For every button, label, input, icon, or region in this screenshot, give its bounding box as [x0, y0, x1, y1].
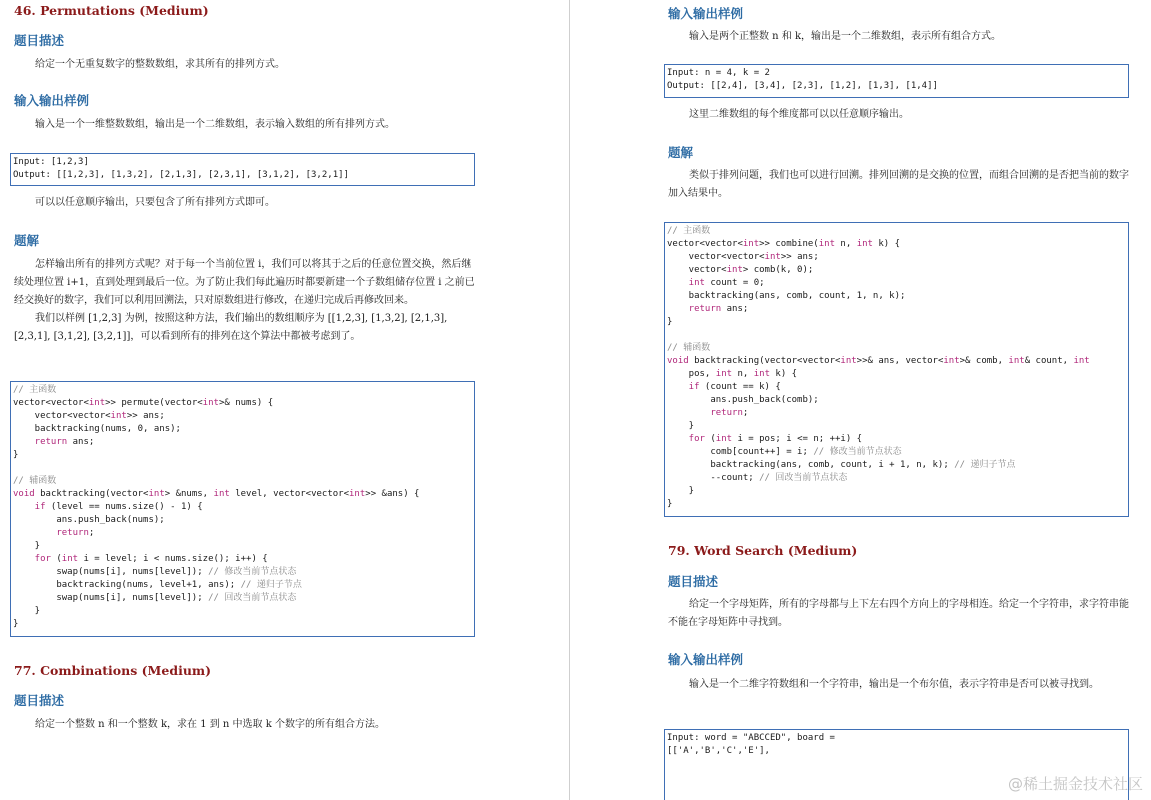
code-keyword: int — [840, 356, 857, 366]
code-text: vector<vector< — [13, 398, 89, 408]
problem-77-io-text: 输入是两个正整数 n 和 k，输出是一个二维数组，表示所有组合方式。 — [689, 31, 1002, 42]
left-page — [0, 0, 569, 800]
problem-79-io-heading: 输入输出样例 — [668, 652, 744, 667]
io-example-output: Output: [[1,2,3], [1,3,2], [2,1,3], [2,3,1], [3,1,2], [3,2,1]] — [13, 170, 349, 180]
code-text: } — [13, 606, 41, 616]
code-text: backtracking(vector< — [34, 489, 149, 499]
code-text: pos, — [667, 369, 716, 379]
code-comment: // 主函数 — [667, 226, 711, 236]
code-text: i = pos; i <= n; ++i) { — [732, 434, 863, 444]
problem-46-solution-paragraph-1: 怎样输出所有的排列方式呢？对于每一个当前位置 i，我们可以将其于之后的任意位置交换，然后继续处理位置 i+1，直到处理到最后一位。为了防止我们每此遍历时都要新建一个子数组储存位置 i 之前已经交换好的数字，我们可以利用回溯法，只对原数组进行修改，在递归完成后再修改回来。 — [14, 259, 475, 306]
problem-77-description-heading: 题目描述 — [14, 693, 65, 708]
code-line — [13, 540, 472, 553]
code-line — [13, 566, 472, 579]
page-divider — [569, 0, 570, 800]
code-text: > &nums, — [164, 489, 214, 499]
code-line — [667, 303, 1126, 316]
code-comment: // 辅函数 — [13, 476, 57, 486]
io-example-board: [['A','B','C','E'], — [667, 746, 770, 756]
code-line — [667, 355, 1126, 368]
problem-46-io-text: 输入是一个一维整数数组，输出是一个二维数组，表示输入数组的所有排列方式。 — [35, 119, 395, 130]
code-keyword: int — [753, 369, 770, 379]
code-keyword: int — [1073, 356, 1090, 366]
code-line — [667, 329, 1126, 342]
code-line — [667, 225, 1126, 238]
code-text: n, — [835, 239, 857, 249]
code-line — [667, 264, 1126, 277]
code-line — [13, 501, 472, 514]
code-line — [13, 423, 472, 436]
code-text: >> ans; — [126, 411, 165, 421]
problem-79-description-text: 给定一个字母矩阵，所有的字母都与上下左右四个方向上的字母相连。给定一个字符串，求字符串能不能在字母矩阵中寻找到。 — [668, 599, 1129, 628]
code-text: backtracking(nums, 0, ans); — [13, 424, 181, 434]
problem-46-solution-heading: 题解 — [14, 233, 40, 248]
code-line — [667, 472, 1126, 485]
code-keyword: int — [818, 239, 835, 249]
code-text: comb[count++] = i; — [667, 447, 814, 457]
code-keyword: if — [667, 382, 700, 392]
code-text: vector<vector< — [667, 252, 765, 262]
code-text: level, vector<vector< — [229, 489, 350, 499]
code-keyword: int — [349, 489, 366, 499]
code-text: >> ans; — [780, 252, 819, 262]
io-example-input: Input: [1,2,3] — [13, 157, 89, 167]
code-keyword: int — [764, 252, 781, 262]
code-text: } — [13, 619, 19, 629]
code-line — [667, 342, 1126, 355]
code-text: >>& ans, vector< — [856, 356, 944, 366]
code-line — [13, 553, 472, 566]
code-line — [13, 579, 472, 592]
code-keyword: int — [742, 239, 760, 249]
code-comment: // 主函数 — [13, 385, 57, 395]
code-line — [13, 475, 472, 488]
code-comment: // 递归子节点 — [240, 580, 302, 590]
code-text: vector<vector< — [13, 411, 111, 421]
code-keyword: for — [667, 434, 705, 444]
code-comment: // 辅函数 — [667, 343, 711, 353]
problem-46-io-heading: 输入输出样例 — [14, 93, 90, 108]
code-line — [13, 384, 472, 397]
code-comment: // 回改当前节点状态 — [208, 593, 297, 603]
code-text: } — [667, 421, 695, 431]
code-text: backtracking(vector<vector< — [688, 356, 841, 366]
code-text: > comb(k, 0); — [742, 265, 814, 275]
code-keyword: if — [13, 502, 46, 512]
code-keyword: int — [715, 434, 733, 444]
code-text: swap(nums[i], nums[level]); — [13, 567, 209, 577]
code-line — [667, 394, 1126, 407]
code-line — [667, 381, 1126, 394]
io-example-input: Input: n = 4, k = 2 — [667, 68, 770, 78]
code-text: --count; — [667, 473, 760, 483]
code-text: >& nums) { — [218, 398, 274, 408]
problem-77-io-heading: 输入输出样例 — [668, 6, 744, 21]
code-line — [13, 397, 472, 410]
problem-77-solution-heading: 题解 — [668, 145, 694, 160]
code-keyword: for — [13, 554, 51, 564]
code-line — [667, 407, 1126, 420]
code-comment: // 递归子节点 — [954, 460, 1016, 470]
io-example-input: Input: word = "ABCCED", board = — [667, 733, 835, 743]
code-comment: // 回改当前节点状态 — [759, 473, 848, 483]
code-line — [667, 251, 1126, 264]
code-keyword: return — [13, 437, 68, 447]
code-text: >> &ans) { — [365, 489, 420, 499]
code-line — [667, 316, 1126, 329]
code-text: >> permute(vector< — [105, 398, 203, 408]
code-text: ans.push_back(nums); — [13, 515, 165, 525]
code-text: } — [13, 541, 41, 551]
code-text: k) { — [872, 239, 901, 249]
code-line — [667, 433, 1126, 446]
code-keyword: int — [667, 278, 705, 288]
code-keyword: int — [202, 398, 219, 408]
code-line — [13, 605, 472, 618]
right-page — [571, 0, 1151, 800]
problem-77-io-note: 这里二维数组的每个维度都可以以任意顺序输出。 — [689, 109, 909, 120]
code-text: (level == nums.size() - 1) { — [45, 502, 203, 512]
code-line — [13, 527, 472, 540]
code-text: } — [13, 450, 19, 460]
code-text: swap(nums[i], nums[level]); — [13, 593, 209, 603]
code-keyword: int — [61, 554, 79, 564]
code-line — [13, 592, 472, 605]
problem-79-description-heading: 题目描述 — [668, 574, 719, 589]
io-example-output: Output: [[2,4], [3,4], [2,3], [1,2], [1,3], [1,4]] — [667, 81, 938, 91]
code-text: backtracking(nums, level+1, ans); — [13, 580, 241, 590]
code-keyword: int — [726, 265, 743, 275]
code-text: ans.push_back(comb); — [667, 395, 819, 405]
code-text: count = 0; — [704, 278, 765, 288]
code-text: } — [667, 499, 673, 509]
code-line — [13, 488, 472, 501]
code-keyword: int — [110, 411, 127, 421]
code-text: >& comb, — [959, 356, 1009, 366]
code-text: ( — [50, 554, 62, 564]
code-line — [667, 498, 1126, 511]
code-line — [667, 485, 1126, 498]
problem-77-title: 77. Combinations (Medium) — [14, 663, 212, 678]
code-text: k) { — [770, 369, 798, 379]
problem-77-code-block — [664, 222, 1129, 517]
code-text: vector< — [667, 265, 727, 275]
code-keyword: int — [1008, 356, 1025, 366]
code-text: } — [667, 486, 695, 496]
problem-77-solution-paragraph: 类似于排列问题，我们也可以进行回溯。排列回溯的是交换的位置，而组合回溯的是否把当前的数字加入结果中。 — [668, 170, 1129, 199]
problem-46-description-heading: 题目描述 — [14, 33, 65, 48]
problem-79-title: 79. Word Search (Medium) — [668, 543, 858, 558]
problem-79-io-text: 输入是一个二维字符数组和一个字符串，输出是一个布尔值，表示字符串是否可以被寻找到。 — [689, 679, 1099, 690]
problem-46-title: 46. Permutations (Medium) — [14, 3, 209, 18]
code-line — [667, 290, 1126, 303]
code-keyword: return — [667, 408, 743, 418]
code-text: ans; — [67, 437, 95, 447]
code-keyword: int — [88, 398, 106, 408]
code-line — [667, 238, 1126, 251]
code-line — [667, 368, 1126, 381]
problem-46-description-text: 给定一个无重复数字的整数数组，求其所有的排列方式。 — [35, 59, 285, 70]
problem-46-io-example — [10, 153, 475, 186]
code-keyword: return — [13, 528, 89, 538]
code-line — [13, 436, 472, 449]
code-keyword: void — [13, 489, 35, 499]
code-keyword: int — [148, 489, 165, 499]
code-text: } — [667, 317, 673, 327]
code-keyword: int — [715, 369, 733, 379]
problem-46-solution-paragraph-2: 我们以样例 [1,2,3] 为例，按照这种方法，我们输出的数组顺序为 [[1,2,3], [1,3,2], [2,1,3], [2,3,1], [3,1,2], [3,2,1]]，可以看到所有的排列在这个算法中都被考虑到了。 — [14, 313, 448, 342]
code-text: ans; — [721, 304, 749, 314]
code-keyword: int — [943, 356, 960, 366]
code-text: ( — [704, 434, 716, 444]
code-keyword: void — [667, 356, 689, 366]
code-line — [13, 618, 472, 631]
code-text: vector<vector< — [667, 239, 743, 249]
code-text: ; — [88, 528, 95, 538]
code-comment: // 修改当前节点状态 — [813, 447, 902, 457]
code-text: backtracking(ans, comb, count, i + 1, n, k); — [667, 460, 955, 470]
code-keyword: int — [856, 239, 873, 249]
code-text: backtracking(ans, comb, count, 1, n, k); — [667, 291, 906, 301]
problem-46-io-note: 可以以任意顺序输出，只要包含了所有排列方式即可。 — [35, 197, 275, 208]
code-line — [667, 420, 1126, 433]
code-text: ; — [742, 408, 749, 418]
code-keyword: return — [667, 304, 722, 314]
code-line — [667, 459, 1126, 472]
code-keyword: int — [213, 489, 230, 499]
code-line — [13, 514, 472, 527]
code-text: n, — [732, 369, 754, 379]
problem-77-io-example — [664, 64, 1129, 98]
code-line — [13, 410, 472, 423]
code-line — [667, 277, 1126, 290]
code-text: i = level; i < nums.size(); i++) { — [78, 554, 268, 564]
code-line — [13, 462, 472, 475]
code-line — [13, 449, 472, 462]
code-text: (count == k) { — [699, 382, 781, 392]
problem-77-description-text: 给定一个整数 n 和一个整数 k，求在 1 到 n 中选取 k 个数字的所有组合方法。 — [35, 719, 385, 730]
code-line — [667, 446, 1126, 459]
watermark: @稀土掘金技术社区 — [1007, 775, 1143, 793]
code-text: >> combine( — [759, 239, 819, 249]
problem-46-code-block — [10, 381, 475, 637]
code-comment: // 修改当前节点状态 — [208, 567, 297, 577]
code-text: & count, — [1024, 356, 1074, 366]
